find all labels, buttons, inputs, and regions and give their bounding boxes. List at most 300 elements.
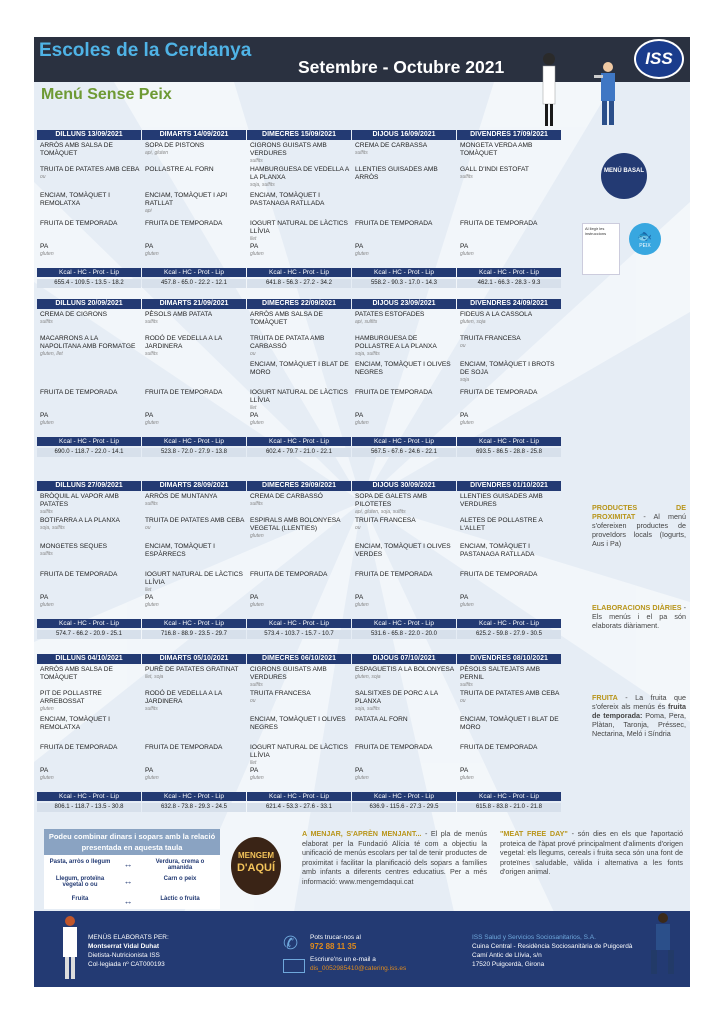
phone-icon: ✆: [283, 933, 299, 953]
fish-icon: 🐟: [637, 229, 652, 243]
dish-name: FIDEUS A LA CASSOLA: [460, 311, 533, 318]
dish-item: [250, 192, 350, 208]
nutrition-values: 462.1 - 66.3 - 28.3 - 9.3: [457, 279, 561, 288]
dish-item: [460, 767, 560, 781]
dish-name: ENCIAM, TOMÀQUET I API RATLLAT: [145, 192, 228, 207]
day-header: DIMECRES 06/10/2021: [247, 654, 351, 664]
dish-name: IOGURT NATURAL DE LÀCTICS LLÍVIA: [250, 389, 348, 404]
dish-allergens: ou: [460, 342, 466, 349]
day-column: [352, 130, 456, 290]
dish-item: [250, 517, 350, 539]
dish-allergens: gluten, soja: [355, 673, 381, 680]
footer-phone[interactable]: 972 88 11 35: [310, 942, 357, 951]
dish-allergens: sulfits: [40, 318, 53, 325]
iss-logo: ISS: [634, 39, 684, 79]
dish-name: PA: [40, 767, 49, 774]
menu-page: [34, 37, 690, 987]
meatfree-text: - són dies en els que l'aportació proteica de l'àpat prové principalment d'aliments d'origen vegetal: els llegums, cereals i fruita seca són una font de proteïnes saludable, vàlida i alternativa a les fonts d'origen animal.: [500, 829, 683, 876]
dish-allergens: gluten: [250, 532, 264, 539]
nutrition-label: Kcal - HC - Prot - Lip: [247, 268, 351, 277]
dish-allergens: sulfits: [355, 149, 368, 156]
dish-name: FRUITA DE TEMPORADA: [40, 220, 118, 227]
nutrition-label: Kcal - HC - Prot - Lip: [457, 268, 561, 277]
dish-item: [355, 594, 455, 608]
day-column: [142, 654, 246, 814]
dish-item: [355, 220, 455, 228]
dish-item: [40, 389, 140, 397]
dish-item: [40, 311, 140, 325]
dish-item: [40, 192, 140, 208]
day-header: DILLUNS 04/10/2021: [37, 654, 141, 664]
dish-item: [460, 594, 560, 608]
day-column: [142, 130, 246, 290]
dish-item: [250, 744, 350, 766]
waiter-illustration: [594, 61, 622, 127]
dish-item: [40, 166, 140, 180]
dish-name: PURÈ DE PATATES GRATINAT: [145, 666, 239, 673]
dietitian-illustration: [60, 915, 80, 981]
dish-item: [40, 744, 140, 752]
dish-item: [145, 666, 245, 680]
dish-item: [40, 220, 140, 228]
dish-allergens: sulfits: [250, 681, 263, 688]
footer-email[interactable]: dis_0052985410@catering.iss.es: [310, 965, 407, 972]
dish-allergens: gluten: [145, 774, 159, 781]
dish-name: MONGETA VERDA AMB TOMÀQUET: [460, 142, 533, 157]
dish-item: [250, 389, 350, 411]
dish-item: [40, 243, 140, 257]
day-column: [352, 654, 456, 814]
footer-kitchen: Cuina Central - Residència Sociosanitària de Puigcerdà: [472, 943, 633, 950]
dish-name: GALL D'INDI ESTOFAT: [460, 166, 529, 173]
learn-title: A MENJAR, S'APRÈN MENJANT...: [302, 829, 422, 838]
nutrition-values: 716.8 - 88.9 - 23.5 - 29.7: [142, 630, 246, 639]
dish-name: TRUITA DE PATATA AMB CARBASSÓ: [250, 335, 325, 350]
dish-name: HAMBURGUESA DE VEDELLA A LA PLANXA: [250, 166, 349, 181]
dish-allergens: gluten: [40, 705, 54, 712]
nutrition-values: 558.2 - 90.3 - 17.0 - 14.3: [352, 279, 456, 288]
fruita-list: Poma, Pera, Plàtan, Taronja, Préssec, Nectarina, Meló i Síndria: [592, 711, 686, 738]
fruita-text: - La fruita que s'ofereix als menús és: [592, 693, 686, 711]
dish-item: [145, 243, 245, 257]
footer-author-number: Col·legiada nº CAT000193: [88, 961, 165, 968]
dish-allergens: soja, sulfits: [40, 524, 65, 531]
nutrition-label: Kcal - HC - Prot - Lip: [457, 792, 561, 801]
nutrition-values: 615.8 - 83.8 - 21.0 - 21.8: [457, 803, 561, 812]
dish-item: [460, 716, 560, 732]
elaboracions-note: [592, 603, 686, 630]
dish-allergens: gluten: [40, 601, 54, 608]
menu-basal-badge: [601, 153, 647, 199]
dish-item: [460, 361, 560, 383]
dish-allergens: soja, sulfits: [355, 350, 380, 357]
menu-week: [34, 481, 559, 641]
day-column: [247, 654, 351, 814]
dish-name: PA: [250, 243, 259, 250]
dish-item: [355, 716, 455, 724]
dish-item: [460, 412, 560, 426]
dish-item: [355, 571, 455, 579]
combination-title: Podeu combinar dinars i sopars amb la relació presentada en aquesta taula: [44, 829, 220, 855]
day-header: DIMARTS 21/09/2021: [142, 299, 246, 309]
mengem-line1: MENGEM: [238, 851, 274, 860]
nutrition-values: 636.9 - 115.6 - 27.3 - 29.5: [352, 803, 456, 812]
dish-allergens: api: [145, 207, 152, 214]
dish-item: [355, 767, 455, 781]
footer-email-label: Escriure'ns un e-mail a: [310, 956, 376, 963]
dish-allergens: llet: [250, 235, 257, 242]
dish-allergens: api, gluten: [145, 149, 169, 156]
dish-name: FRUITA DE TEMPORADA: [460, 389, 538, 396]
dish-item: [250, 594, 350, 608]
dish-allergens: sulfits: [40, 550, 53, 557]
dish-allergens: gluten, llet: [40, 350, 63, 357]
combination-arrow: ↔: [123, 859, 133, 869]
dish-item: [250, 311, 350, 327]
dish-allergens: sulfits: [145, 318, 158, 325]
dish-item: [355, 412, 455, 426]
dish-name: ENCIAM, TOMÀQUET I OLIVES NEGRES: [250, 716, 346, 731]
day-column: [37, 130, 141, 290]
dish-item: [250, 166, 350, 188]
dish-item: [355, 142, 455, 156]
dish-name: ENCIAM, TOMÀQUET I BLAT DE MORO: [460, 716, 559, 731]
dish-name: TRUITA FRANCESA: [355, 517, 416, 524]
dish-item: [40, 543, 140, 557]
dish-allergens: gluten: [250, 774, 264, 781]
dish-item: [145, 220, 245, 228]
dish-allergens: sulfits: [145, 350, 158, 357]
combination-left: Fruita: [71, 896, 89, 902]
dish-allergens: gluten: [145, 601, 159, 608]
nutrition-label: Kcal - HC - Prot - Lip: [37, 619, 141, 628]
dish-allergens: sulfits: [250, 500, 263, 507]
sign-text: Al llegir les instruccions: [585, 226, 607, 236]
nutrition-label: Kcal - HC - Prot - Lip: [142, 619, 246, 628]
dish-allergens: sulfits: [460, 173, 473, 180]
dish-name: PA: [250, 767, 259, 774]
footer-author-role: Dietista-Nutricionista ISS: [88, 952, 160, 959]
nutrition-label: Kcal - HC - Prot - Lip: [457, 437, 561, 446]
dish-name: ESPAGUETIS A LA BOLONYESA: [355, 666, 455, 673]
dish-allergens: gluten: [40, 774, 54, 781]
day-header: DIJOUS 30/09/2021: [352, 481, 456, 491]
elaboracions-text: - Els menús i el pa són elaborats diàriament.: [592, 603, 686, 630]
meatfree-note: [500, 829, 683, 877]
dish-item: [250, 716, 350, 732]
dish-allergens: ou: [250, 697, 256, 704]
dish-item: [355, 543, 455, 559]
nutrition-label: Kcal - HC - Prot - Lip: [37, 792, 141, 801]
day-column: [142, 299, 246, 459]
day-header: DIJOUS 23/09/2021: [352, 299, 456, 309]
day-column: [37, 299, 141, 459]
dish-name: IOGURT NATURAL DE LÀCTICS LLÍVIA: [145, 571, 243, 586]
fruita-title: FRUITA: [592, 693, 618, 702]
dish-allergens: llet: [145, 586, 152, 593]
dish-name: PA: [460, 412, 469, 419]
dish-name: FRUITA DE TEMPORADA: [145, 744, 223, 751]
nutrition-values: 574.7 - 66.2 - 20.9 - 25.1: [37, 630, 141, 639]
dish-allergens: gluten, soja: [460, 318, 486, 325]
day-header: DIMARTS 28/09/2021: [142, 481, 246, 491]
menu-period: Setembre - Octubre 2021: [298, 57, 505, 77]
dish-item: [460, 493, 560, 509]
dish-item: [250, 412, 350, 426]
nutrition-values: 641.8 - 56.3 - 27.2 - 34.2: [247, 279, 351, 288]
nutrition-values: 655.4 - 109.5 - 13.5 - 18.2: [37, 279, 141, 288]
nutrition-label: Kcal - HC - Prot - Lip: [142, 437, 246, 446]
menu-week: [34, 654, 559, 814]
nutrition-values: 573.4 - 103.7 - 15.7 - 10.7: [247, 630, 351, 639]
nutrition-label: Kcal - HC - Prot - Lip: [37, 268, 141, 277]
dish-item: [355, 389, 455, 397]
dish-allergens: sulfits: [460, 681, 473, 688]
dish-name: TRUITA FRANCESA: [460, 335, 521, 342]
dish-allergens: llet, soja: [145, 673, 164, 680]
dish-item: [355, 335, 455, 357]
dish-item: [355, 493, 455, 515]
dish-name: ENCIAM, TOMÀQUET I PASTANAGA RATLLADA: [460, 543, 535, 558]
nutrition-values: 567.5 - 67.6 - 24.6 - 22.1: [352, 448, 456, 457]
day-column: [352, 481, 456, 641]
chef-illustration: [539, 51, 559, 131]
dish-name: PA: [355, 594, 364, 601]
day-header: DILLUNS 20/09/2021: [37, 299, 141, 309]
dish-name: TRUITA DE PATATES AMB CEBA: [145, 517, 245, 524]
day-column: [247, 481, 351, 641]
dish-allergens: api, sulfits: [355, 318, 378, 325]
nutrition-values: 621.4 - 53.3 - 27.6 - 33.1: [247, 803, 351, 812]
dish-name: PATATES ESTOFADES: [355, 311, 425, 318]
day-header: DILLUNS 13/09/2021: [37, 130, 141, 140]
nutrition-values: 806.1 - 118.7 - 13.5 - 30.8: [37, 803, 141, 812]
nutrition-label: Kcal - HC - Prot - Lip: [247, 619, 351, 628]
dish-allergens: gluten: [355, 601, 369, 608]
dish-name: FRUITA DE TEMPORADA: [145, 389, 223, 396]
dish-allergens: gluten: [40, 419, 54, 426]
dish-name: PÈSOLS AMB PATATA: [145, 311, 213, 318]
day-column: [37, 654, 141, 814]
dish-name: PA: [145, 243, 154, 250]
footer-author-label: MENÚS ELABORATS PER:: [88, 934, 169, 941]
dish-item: [355, 666, 455, 680]
mengem-line2: D'AQUÍ: [236, 862, 276, 874]
dish-name: FRUITA DE TEMPORADA: [355, 389, 433, 396]
dish-name: ENCIAM, TOMÀQUET I PASTANAGA RATLLADA: [250, 192, 325, 207]
day-header: DIMARTS 05/10/2021: [142, 654, 246, 664]
learn-note: [302, 829, 487, 886]
dish-item: [250, 767, 350, 781]
dish-item: [250, 690, 350, 704]
day-header: DIJOUS 16/09/2021: [352, 130, 456, 140]
nutrition-label: Kcal - HC - Prot - Lip: [352, 619, 456, 628]
dish-item: [40, 690, 140, 712]
dish-allergens: gluten: [40, 250, 54, 257]
dish-allergens: gluten: [250, 419, 264, 426]
day-header: DIMECRES 15/09/2021: [247, 130, 351, 140]
dish-item: [145, 594, 245, 608]
dish-allergens: sulfits: [40, 508, 53, 515]
dish-item: [145, 767, 245, 781]
dish-name: PA: [355, 243, 364, 250]
day-column: [457, 299, 561, 459]
dish-item: [145, 166, 245, 174]
combination-right: Làctic o fruita: [160, 896, 200, 902]
dish-item: [250, 361, 350, 377]
dish-item: [250, 220, 350, 242]
dish-name: TRUITA DE PATATES AMB CEBA: [40, 166, 140, 173]
day-column: [457, 130, 561, 290]
dish-item: [40, 517, 140, 531]
dish-allergens: gluten: [355, 419, 369, 426]
dish-item: [40, 767, 140, 781]
dish-item: [460, 517, 560, 533]
footer-author-name: Montserrat Vidal Duhat: [88, 943, 160, 950]
dish-name: PA: [40, 412, 49, 419]
dish-item: [145, 335, 245, 357]
dish-name: PIT DE POLLASTRE ARREBOSSAT: [40, 690, 102, 705]
dish-name: ENCIAM, TOMÀQUET I OLIVES VERDES: [355, 543, 451, 558]
dish-name: SOPA DE PISTONS: [145, 142, 205, 149]
dish-item: [250, 493, 350, 507]
nutrition-label: Kcal - HC - Prot - Lip: [352, 268, 456, 277]
dish-allergens: gluten: [460, 419, 474, 426]
dish-name: LLENTIES GUISADES AMB VERDURES: [460, 493, 543, 508]
combination-left: Llegum, proteïna vegetal o ou: [55, 876, 105, 888]
nutrition-values: 690.0 - 118.7 - 22.0 - 14.1: [37, 448, 141, 457]
worker-illustration: [648, 911, 678, 981]
dish-name: FRUITA DE TEMPORADA: [250, 571, 328, 578]
dish-name: FRUITA DE TEMPORADA: [355, 571, 433, 578]
dish-item: [355, 744, 455, 752]
dish-item: [40, 716, 140, 732]
dish-name: BOTIFARRA A LA PLANXA: [40, 517, 120, 524]
dish-item: [355, 517, 455, 531]
dish-name: FRUITA DE TEMPORADA: [460, 571, 538, 578]
dish-name: HAMBURGUESA DE POLLASTRE A LA PLANXA: [355, 335, 437, 350]
dish-item: [145, 517, 245, 531]
day-column: [457, 481, 561, 641]
dish-name: FRUITA DE TEMPORADA: [355, 220, 433, 227]
dish-name: ENCIAM, TOMÀQUET I BLAT DE MORO: [250, 361, 349, 376]
dish-allergens: gluten: [145, 419, 159, 426]
footer-author-block: [88, 933, 169, 969]
dish-name: TRUITA DE PATATES AMB CEBA: [460, 690, 560, 697]
dish-item: [145, 142, 245, 156]
nutrition-label: Kcal - HC - Prot - Lip: [142, 792, 246, 801]
dish-name: FRUITA DE TEMPORADA: [460, 220, 538, 227]
dish-allergens: ou: [460, 697, 466, 704]
dish-name: ARRÒS AMB SALSA DE TOMÀQUET: [40, 142, 113, 157]
dish-name: POLLASTRE AL FORN: [145, 166, 214, 173]
nutrition-values: 632.8 - 73.8 - 29.3 - 24.5: [142, 803, 246, 812]
dish-name: TRUITA FRANCESA: [250, 690, 311, 697]
nutrition-values: 602.4 - 79.7 - 21.0 - 22.1: [247, 448, 351, 457]
dish-allergens: gluten: [460, 774, 474, 781]
dish-allergens: ou: [250, 350, 256, 357]
dish-item: [250, 142, 350, 164]
dish-name: CREMA DE CIGRONS: [40, 311, 108, 318]
dish-item: [145, 571, 245, 593]
nutrition-label: Kcal - HC - Prot - Lip: [247, 792, 351, 801]
mail-icon: [283, 959, 305, 973]
dish-allergens: llet: [250, 759, 257, 766]
combination-arrow: ↔: [123, 876, 133, 886]
dish-item: [460, 220, 560, 228]
dish-item: [460, 744, 560, 752]
nutrition-values: 693.5 - 86.5 - 28.8 - 25.8: [457, 448, 561, 457]
dish-name: PA: [145, 412, 154, 419]
dish-name: FRUITA DE TEMPORADA: [40, 571, 118, 578]
menu-week: [34, 299, 559, 459]
nutrition-values: 457.8 - 65.0 - 22.2 - 12.1: [142, 279, 246, 288]
dish-allergens: gluten: [460, 250, 474, 257]
dish-item: [40, 571, 140, 579]
day-header: DIVENDRES 17/09/2021: [457, 130, 561, 140]
dish-name: MONGETES SEQUES: [40, 543, 108, 550]
dish-item: [460, 666, 560, 688]
day-column: [352, 299, 456, 459]
dish-allergens: sulfits: [145, 500, 158, 507]
combination-table: [44, 829, 220, 909]
dish-item: [250, 243, 350, 257]
dish-name: PA: [40, 594, 49, 601]
day-header: DILLUNS 27/09/2021: [37, 481, 141, 491]
dish-item: [355, 166, 455, 182]
dish-name: PA: [250, 412, 259, 419]
dish-item: [355, 243, 455, 257]
day-column: [457, 654, 561, 814]
dish-name: CREMA DE CARBASSÓ: [250, 493, 323, 500]
dish-item: [250, 335, 350, 357]
dish-item: [40, 594, 140, 608]
dish-name: RODÓ DE VEDELLA A LA JARDINERA: [145, 690, 222, 705]
learn-text: - El pla de menús elaborat per la Fundació Alícia té com a objectiu la unificació de menús escolars per tal de tenir productes de proximitat i facilitar la planificació dels sopars a famílies amb infants a diferents centres educatius. Per a més informació: www.mengemdaqui.cat: [302, 829, 487, 886]
dish-name: ALETES DE POLLASTRE A L'ALLET: [460, 517, 543, 532]
dish-name: CIGRONS GUISATS AMB VERDURES: [250, 142, 327, 157]
dish-allergens: gluten: [145, 250, 159, 257]
dish-item: [355, 690, 455, 712]
fruita-note: [592, 693, 686, 738]
proximitat-title: PRODUCTES DE PROXIMITAT: [592, 503, 686, 521]
dish-allergens: sulfits: [145, 705, 158, 712]
dish-item: [460, 166, 560, 180]
dish-name: FRUITA DE TEMPORADA: [355, 744, 433, 751]
dish-item: [145, 744, 245, 752]
dish-name: PA: [40, 243, 49, 250]
dish-allergens: sulfits: [250, 157, 263, 164]
nutrition-values: 531.6 - 65.8 - 22.0 - 20.0: [352, 630, 456, 639]
dish-item: [250, 666, 350, 688]
fish-label: PEIX: [639, 243, 651, 249]
nutrition-values: 625.2 - 59.8 - 27.9 - 30.5: [457, 630, 561, 639]
dish-name: FRUITA DE TEMPORADA: [40, 744, 118, 751]
footer-city: 17520 Puigcerdà, Girona: [472, 961, 545, 968]
chef-sign-illustration: [582, 223, 620, 275]
dish-item: [355, 311, 455, 325]
day-column: [142, 481, 246, 641]
dish-allergens: soja: [460, 376, 470, 383]
dish-allergens: soja, sulfits: [355, 705, 380, 712]
dish-item: [460, 142, 560, 158]
meatfree-title: "MEAT FREE DAY": [500, 829, 568, 838]
dish-item: [460, 571, 560, 579]
dish-name: IOGURT NATURAL DE LÀCTICS LLÍVIA: [250, 220, 348, 235]
dish-name: PÈSOLS SALTEJATS AMB PERNIL: [460, 666, 541, 681]
dish-allergens: gluten: [355, 250, 369, 257]
dish-allergens: ou: [145, 524, 151, 531]
